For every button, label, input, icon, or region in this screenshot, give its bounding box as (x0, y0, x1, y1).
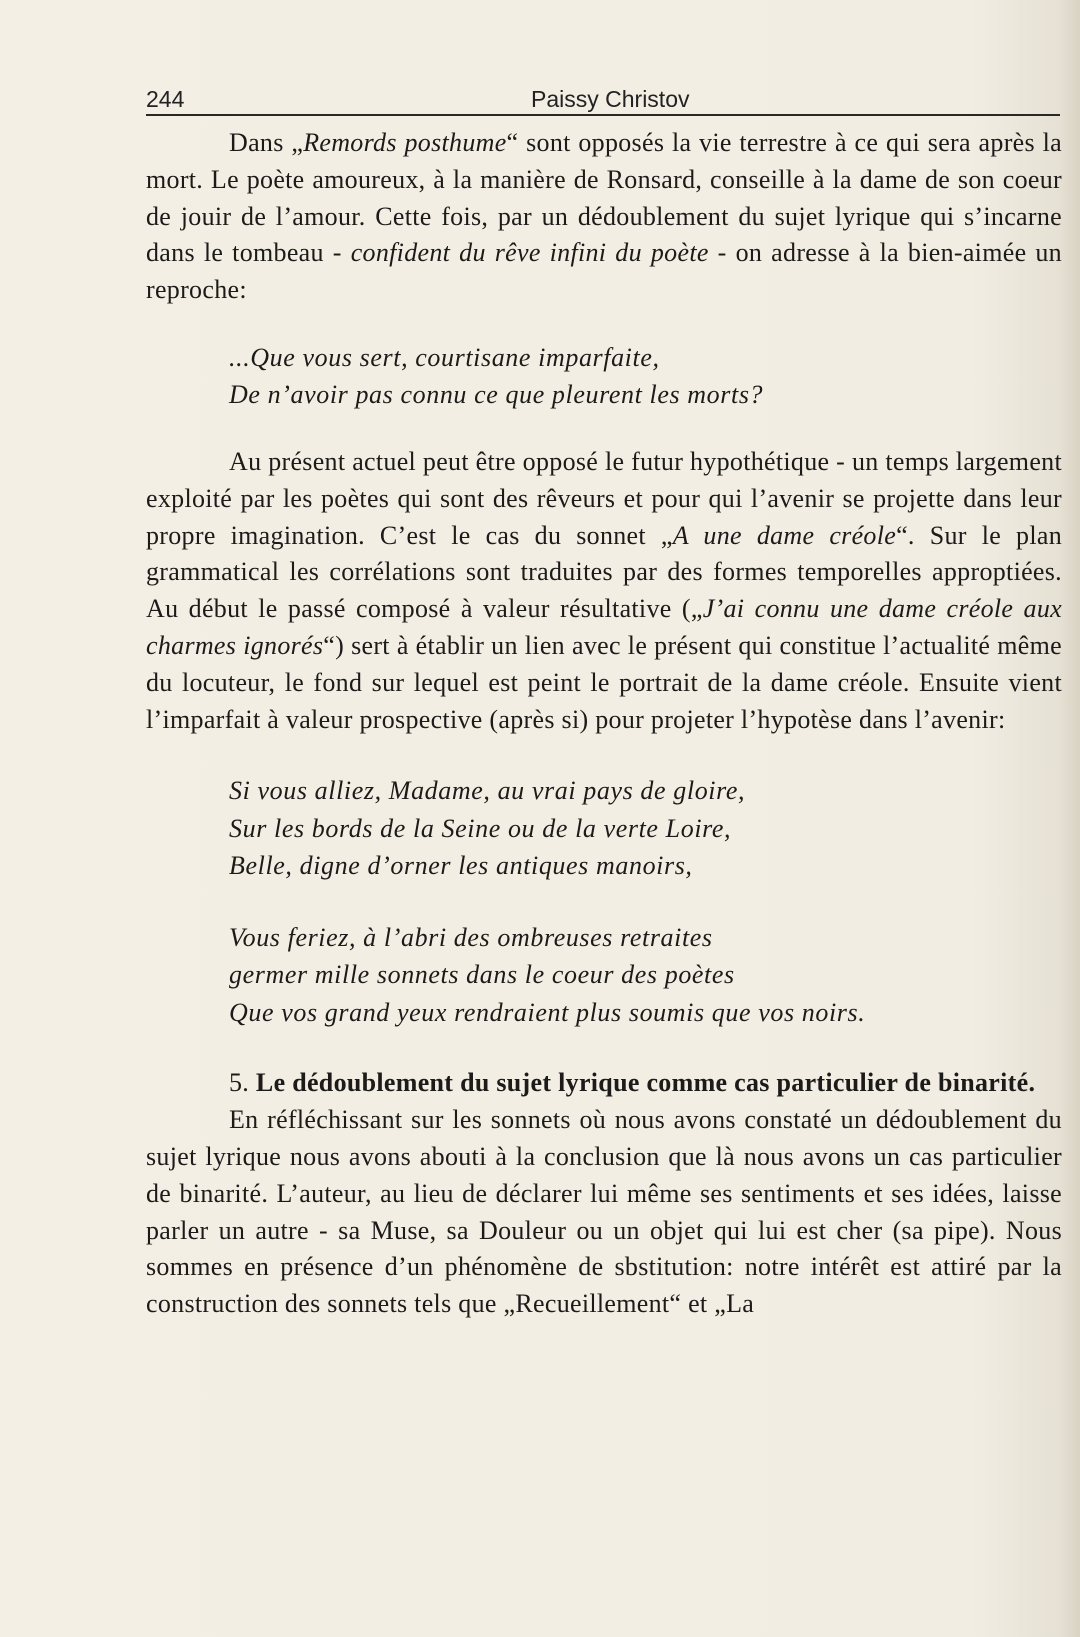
paragraph-remords (146, 125, 1062, 309)
page-body (146, 125, 1062, 1323)
text-span: - on adresse à la bien-aimée un reproche: (146, 238, 1062, 305)
italic-title: Remords posthume (303, 128, 507, 157)
italic-title: A une dame créole (672, 520, 897, 550)
section-heading (146, 1065, 1062, 1102)
verse-quote-1 (146, 339, 1062, 414)
paragraph-binarite: En réfléchissant sur les sonnets où nous avons constaté un dédoublement du sujet lyrique nous avons abouti à la conclusion que là nous avons un cas particulier de binarité. L’auteur, au lieu de déclarer lui même ses sentiments et ses idées, laisse parler un autre - sa Muse, sa Douleur ou un objet qui lui est cher (sa pipe). Nous sommes en présence d’un phénomène de sbstitution: notre intérêt est attiré par la construction des sonnets tels que „Recueillement“ et „La (146, 1105, 1062, 1319)
section-title: Le dédoublement du sujet lyrique comme cas particulier de binarité. (255, 1068, 1036, 1098)
verse-quote-2 (146, 772, 1062, 885)
section-number: 5. (229, 1068, 250, 1098)
text-span: “) sert à établir un lien avec le présent qui constitue l’actualité même du locuteur, le fond sur lequel est peint le portrait de la dame créole. Ensuite vient l’imparfait à valeur prospective (après si) pour projeter l’hypotèse dans l’avenir: (146, 630, 1062, 734)
running-title: Paissy Christov (531, 86, 690, 112)
verse-line: Si vous alliez, Madame, au vrai pays de gloire, (229, 776, 746, 806)
verse-line: Que vos grand yeux rendraient plus soumis que vos noirs. (229, 997, 866, 1027)
verse-line: ...Que vous sert, courtisane imparfaite, (229, 342, 660, 372)
verse-line: De n’avoir pas connu ce que pleurent les morts? (229, 380, 764, 410)
verse-line: Vous feriez, à l’abri des ombreuses retraites (229, 922, 713, 952)
page-number: 244 (146, 86, 185, 112)
paragraph-dame-creole (146, 444, 1062, 738)
text-span: “. Sur le plan grammatical les corrélations sont traduites par des formes temporelles approptiées. Au début le passé composé à valeur résultative („ (146, 520, 1062, 624)
text-span: “ sont opposés la vie terrestre à ce qui sera après la mort. Le poète amoureux, à la manière de Ronsard, conseille à la dame de son coeur de jouir de l’amour. Cette fois, par un dédoublement du sujet lyrique qui s’incarne dans le tombeau - (146, 128, 1062, 268)
verse-line: germer mille sonnets dans le coeur des poètes (229, 960, 735, 990)
italic-quote: J’ai connu une dame créole aux charmes ignorés (146, 594, 1062, 660)
running-header (146, 84, 1060, 116)
verse-line: Sur les bords de la Seine ou de la verte Loire, (229, 813, 732, 843)
verse-line: Belle, digne d’orner les antiques manoirs, (229, 851, 693, 881)
verse-quote-3 (146, 919, 1062, 1032)
text-span: Dans „ (229, 128, 304, 157)
italic-quote: confident du rêve infini du poète (350, 238, 709, 268)
text-span: Au présent actuel peut être opposé le futur hypothétique - un temps largement exploité par les poètes qui sont des rêveurs et pour qui l’avenir se projette dans leur propre imagination. C’est le cas du sonnet „ (146, 446, 1062, 550)
